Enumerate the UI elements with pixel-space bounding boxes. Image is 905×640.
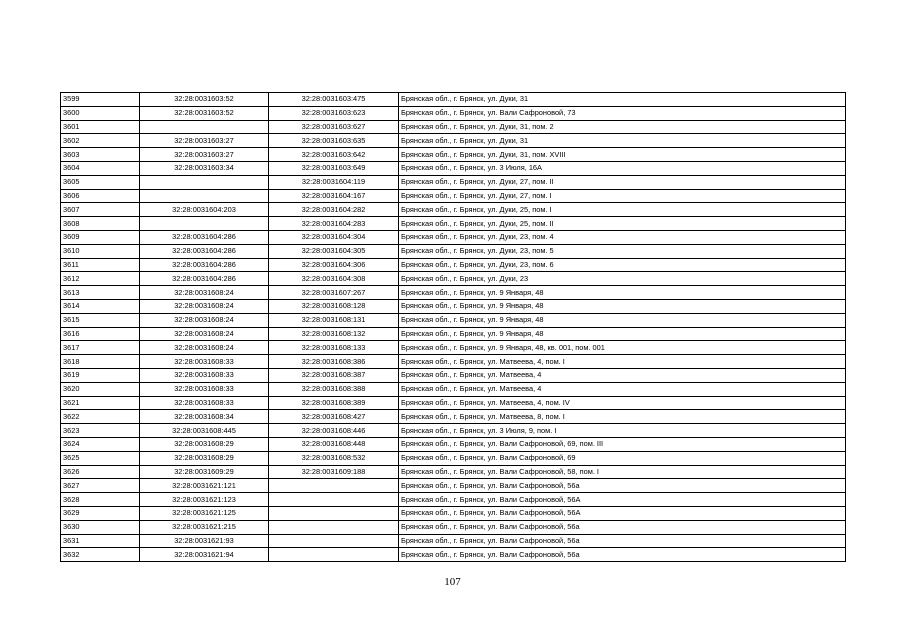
- table-row: [61, 451, 846, 465]
- parcel-cadastral-number-cell: 32:28:0031621:93: [140, 534, 269, 548]
- object-cadastral-number-cell: [269, 479, 399, 493]
- object-cadastral-number-cell: 32:28:0031608:128: [269, 299, 399, 313]
- parcel-cadastral-number-cell: 32:28:0031608:33: [140, 368, 269, 382]
- row-number-cell: 3612: [61, 272, 140, 286]
- table-row: [61, 548, 846, 562]
- table-row: [61, 368, 846, 382]
- row-number-cell: 3618: [61, 355, 140, 369]
- parcel-cadastral-number-cell: 32:28:0031621:121: [140, 479, 269, 493]
- address-cell: Брянская обл., г. Брянск, ул. Дуки, 31: [399, 134, 846, 148]
- parcel-cadastral-number-cell: 32:28:0031608:33: [140, 355, 269, 369]
- row-number-cell: 3606: [61, 189, 140, 203]
- address-cell: Брянская обл., г. Брянск, ул. 3 Июля, 16А: [399, 161, 846, 175]
- address-cell: Брянская обл., г. Брянск, ул. 9 Января, 48, кв. 001, пом. 001: [399, 341, 846, 355]
- address-cell: Брянская обл., г. Брянск, ул. Дуки, 23, пом. 6: [399, 258, 846, 272]
- table-row: [61, 120, 846, 134]
- object-cadastral-number-cell: 32:28:0031603:475: [269, 93, 399, 107]
- object-cadastral-number-cell: [269, 534, 399, 548]
- table-row: [61, 410, 846, 424]
- object-cadastral-number-cell: [269, 520, 399, 534]
- address-cell: Брянская обл., г. Брянск, ул. Дуки, 25, пом. I: [399, 203, 846, 217]
- table-row: [61, 244, 846, 258]
- row-number-cell: 3628: [61, 493, 140, 507]
- address-cell: Брянская обл., г. Брянск, ул. Дуки, 27, пом. I: [399, 189, 846, 203]
- row-number-cell: 3630: [61, 520, 140, 534]
- object-cadastral-number-cell: [269, 506, 399, 520]
- row-number-cell: 3604: [61, 161, 140, 175]
- table-row: [61, 272, 846, 286]
- address-cell: Брянская обл., г. Брянск, ул. 9 Января, 48: [399, 327, 846, 341]
- row-number-cell: 3616: [61, 327, 140, 341]
- register-table: [60, 92, 846, 562]
- parcel-cadastral-number-cell: 32:28:0031603:52: [140, 106, 269, 120]
- table-row: [61, 106, 846, 120]
- row-number-cell: 3620: [61, 382, 140, 396]
- address-cell: Брянская обл., г. Брянск, ул. Вали Сафроновой, 56а: [399, 548, 846, 562]
- table-row: [61, 465, 846, 479]
- row-number-cell: 3623: [61, 424, 140, 438]
- object-cadastral-number-cell: 32:28:0031608:132: [269, 327, 399, 341]
- row-number-cell: 3619: [61, 368, 140, 382]
- object-cadastral-number-cell: 32:28:0031603:649: [269, 161, 399, 175]
- table-row: [61, 396, 846, 410]
- table-row: [61, 341, 846, 355]
- row-number-cell: 3631: [61, 534, 140, 548]
- parcel-cadastral-number-cell: 32:28:0031603:27: [140, 134, 269, 148]
- register-table-body: [61, 93, 846, 562]
- object-cadastral-number-cell: 32:28:0031604:283: [269, 217, 399, 231]
- parcel-cadastral-number-cell: [140, 175, 269, 189]
- address-cell: Брянская обл., г. Брянск, ул. Дуки, 27, пом. II: [399, 175, 846, 189]
- table-row: [61, 299, 846, 313]
- object-cadastral-number-cell: 32:28:0031608:386: [269, 355, 399, 369]
- parcel-cadastral-number-cell: 32:28:0031621:125: [140, 506, 269, 520]
- row-number-cell: 3610: [61, 244, 140, 258]
- table-row: [61, 437, 846, 451]
- row-number-cell: 3607: [61, 203, 140, 217]
- parcel-cadastral-number-cell: 32:28:0031603:34: [140, 161, 269, 175]
- object-cadastral-number-cell: 32:28:0031604:304: [269, 230, 399, 244]
- parcel-cadastral-number-cell: [140, 120, 269, 134]
- address-cell: Брянская обл., г. Брянск, ул. Вали Сафроновой, 56А: [399, 506, 846, 520]
- table-row: [61, 424, 846, 438]
- table-row: [61, 534, 846, 548]
- object-cadastral-number-cell: 32:28:0031608:427: [269, 410, 399, 424]
- object-cadastral-number-cell: 32:28:0031604:306: [269, 258, 399, 272]
- row-number-cell: 3617: [61, 341, 140, 355]
- object-cadastral-number-cell: [269, 548, 399, 562]
- table-row: [61, 286, 846, 300]
- parcel-cadastral-number-cell: 32:28:0031604:203: [140, 203, 269, 217]
- address-cell: Брянская обл., г. Брянск, ул. Дуки, 31, пом. 2: [399, 120, 846, 134]
- table-row: [61, 355, 846, 369]
- row-number-cell: 3600: [61, 106, 140, 120]
- table-row: [61, 520, 846, 534]
- object-cadastral-number-cell: [269, 493, 399, 507]
- row-number-cell: 3614: [61, 299, 140, 313]
- table-row: [61, 161, 846, 175]
- address-cell: Брянская обл., г. Брянск, ул. Матвеева, 4: [399, 382, 846, 396]
- parcel-cadastral-number-cell: 32:28:0031608:24: [140, 299, 269, 313]
- parcel-cadastral-number-cell: 32:28:0031608:24: [140, 327, 269, 341]
- table-row: [61, 93, 846, 107]
- object-cadastral-number-cell: 32:28:0031604:282: [269, 203, 399, 217]
- table-row: [61, 506, 846, 520]
- parcel-cadastral-number-cell: 32:28:0031608:445: [140, 424, 269, 438]
- row-number-cell: 3622: [61, 410, 140, 424]
- row-number-cell: 3629: [61, 506, 140, 520]
- table-row: [61, 479, 846, 493]
- address-cell: Брянская обл., г. Брянск, ул. Матвеева, 4, пом. IV: [399, 396, 846, 410]
- parcel-cadastral-number-cell: 32:28:0031621:123: [140, 493, 269, 507]
- address-cell: Брянская обл., г. Брянск, ул. Дуки, 31: [399, 93, 846, 107]
- object-cadastral-number-cell: 32:28:0031604:308: [269, 272, 399, 286]
- object-cadastral-number-cell: 32:28:0031608:133: [269, 341, 399, 355]
- table-row: [61, 230, 846, 244]
- address-cell: Брянская обл., г. Брянск, ул. Матвеева, 4, пом. I: [399, 355, 846, 369]
- parcel-cadastral-number-cell: 32:28:0031604:286: [140, 244, 269, 258]
- object-cadastral-number-cell: 32:28:0031604:167: [269, 189, 399, 203]
- object-cadastral-number-cell: 32:28:0031604:305: [269, 244, 399, 258]
- parcel-cadastral-number-cell: [140, 189, 269, 203]
- object-cadastral-number-cell: 32:28:0031608:532: [269, 451, 399, 465]
- row-number-cell: 3615: [61, 313, 140, 327]
- table-row: [61, 148, 846, 162]
- object-cadastral-number-cell: 32:28:0031603:635: [269, 134, 399, 148]
- object-cadastral-number-cell: 32:28:0031609:188: [269, 465, 399, 479]
- address-cell: Брянская обл., г. Брянск, ул. Вали Сафроновой, 56а: [399, 534, 846, 548]
- table-row: [61, 217, 846, 231]
- address-cell: Брянская обл., г. Брянск, ул. Вали Сафроновой, 58, пом. I: [399, 465, 846, 479]
- object-cadastral-number-cell: 32:28:0031608:388: [269, 382, 399, 396]
- table-row: [61, 258, 846, 272]
- object-cadastral-number-cell: 32:28:0031607:267: [269, 286, 399, 300]
- parcel-cadastral-number-cell: 32:28:0031603:52: [140, 93, 269, 107]
- parcel-cadastral-number-cell: 32:28:0031604:286: [140, 272, 269, 286]
- address-cell: Брянская обл., г. Брянск, ул. Дуки, 31, пом. XVIII: [399, 148, 846, 162]
- object-cadastral-number-cell: 32:28:0031608:131: [269, 313, 399, 327]
- parcel-cadastral-number-cell: 32:28:0031608:29: [140, 451, 269, 465]
- parcel-cadastral-number-cell: 32:28:0031604:286: [140, 230, 269, 244]
- parcel-cadastral-number-cell: 32:28:0031621:215: [140, 520, 269, 534]
- table-row: [61, 175, 846, 189]
- parcel-cadastral-number-cell: 32:28:0031603:27: [140, 148, 269, 162]
- address-cell: Брянская обл., г. Брянск, ул. Матвеева, 4: [399, 368, 846, 382]
- address-cell: Брянская обл., г. Брянск, ул. Вали Сафроновой, 69, пом. III: [399, 437, 846, 451]
- object-cadastral-number-cell: 32:28:0031608:448: [269, 437, 399, 451]
- address-cell: Брянская обл., г. Брянск, ул. Дуки, 23, пом. 4: [399, 230, 846, 244]
- object-cadastral-number-cell: 32:28:0031608:446: [269, 424, 399, 438]
- address-cell: Брянская обл., г. Брянск, ул. Вали Сафроновой, 56А: [399, 493, 846, 507]
- parcel-cadastral-number-cell: 32:28:0031608:24: [140, 341, 269, 355]
- address-cell: Брянская обл., г. Брянск, ул. Вали Сафроновой, 56а: [399, 479, 846, 493]
- table-row: [61, 203, 846, 217]
- address-cell: Брянская обл., г. Брянск, ул. Дуки, 23: [399, 272, 846, 286]
- object-cadastral-number-cell: 32:28:0031604:119: [269, 175, 399, 189]
- table-row: [61, 313, 846, 327]
- row-number-cell: 3627: [61, 479, 140, 493]
- address-cell: Брянская обл., г. Брянск, ул. Вали Сафроновой, 56а: [399, 520, 846, 534]
- table-row: [61, 134, 846, 148]
- address-cell: Брянская обл., г. Брянск, ул. Матвеева, 8, пом. I: [399, 410, 846, 424]
- row-number-cell: 3624: [61, 437, 140, 451]
- address-cell: Брянская обл., г. Брянск, ул. Вали Сафроновой, 69: [399, 451, 846, 465]
- parcel-cadastral-number-cell: 32:28:0031604:286: [140, 258, 269, 272]
- row-number-cell: 3613: [61, 286, 140, 300]
- row-number-cell: 3602: [61, 134, 140, 148]
- object-cadastral-number-cell: 32:28:0031603:642: [269, 148, 399, 162]
- row-number-cell: 3611: [61, 258, 140, 272]
- row-number-cell: 3625: [61, 451, 140, 465]
- row-number-cell: 3601: [61, 120, 140, 134]
- row-number-cell: 3608: [61, 217, 140, 231]
- parcel-cadastral-number-cell: 32:28:0031608:24: [140, 313, 269, 327]
- table-row: [61, 189, 846, 203]
- object-cadastral-number-cell: 32:28:0031603:627: [269, 120, 399, 134]
- address-cell: Брянская обл., г. Брянск, ул. 3 Июля, 9, пом. I: [399, 424, 846, 438]
- parcel-cadastral-number-cell: 32:28:0031608:24: [140, 286, 269, 300]
- page-number: 107: [444, 576, 461, 588]
- table-row: [61, 327, 846, 341]
- address-cell: Брянская обл., г. Брянск, ул. 9 Января, 48: [399, 299, 846, 313]
- row-number-cell: 3621: [61, 396, 140, 410]
- row-number-cell: 3605: [61, 175, 140, 189]
- object-cadastral-number-cell: 32:28:0031608:387: [269, 368, 399, 382]
- address-cell: Брянская обл., г. Брянск, ул. Дуки, 23, пом. 5: [399, 244, 846, 258]
- object-cadastral-number-cell: 32:28:0031608:389: [269, 396, 399, 410]
- parcel-cadastral-number-cell: 32:28:0031608:34: [140, 410, 269, 424]
- parcel-cadastral-number-cell: 32:28:0031608:29: [140, 437, 269, 451]
- address-cell: Брянская обл., г. Брянск, ул. Вали Сафроновой, 73: [399, 106, 846, 120]
- table-row: [61, 493, 846, 507]
- parcel-cadastral-number-cell: 32:28:0031608:33: [140, 382, 269, 396]
- row-number-cell: 3626: [61, 465, 140, 479]
- parcel-cadastral-number-cell: 32:28:0031621:94: [140, 548, 269, 562]
- parcel-cadastral-number-cell: 32:28:0031609:29: [140, 465, 269, 479]
- address-cell: Брянская обл., г. Брянск, ул. 9 Января, 48: [399, 286, 846, 300]
- row-number-cell: 3632: [61, 548, 140, 562]
- parcel-cadastral-number-cell: 32:28:0031608:33: [140, 396, 269, 410]
- address-cell: Брянская обл., г. Брянск, ул. 9 Января, 48: [399, 313, 846, 327]
- address-cell: Брянская обл., г. Брянск, ул. Дуки, 25, пом. II: [399, 217, 846, 231]
- row-number-cell: 3609: [61, 230, 140, 244]
- object-cadastral-number-cell: 32:28:0031603:623: [269, 106, 399, 120]
- row-number-cell: 3599: [61, 93, 140, 107]
- parcel-cadastral-number-cell: [140, 217, 269, 231]
- row-number-cell: 3603: [61, 148, 140, 162]
- table-row: [61, 382, 846, 396]
